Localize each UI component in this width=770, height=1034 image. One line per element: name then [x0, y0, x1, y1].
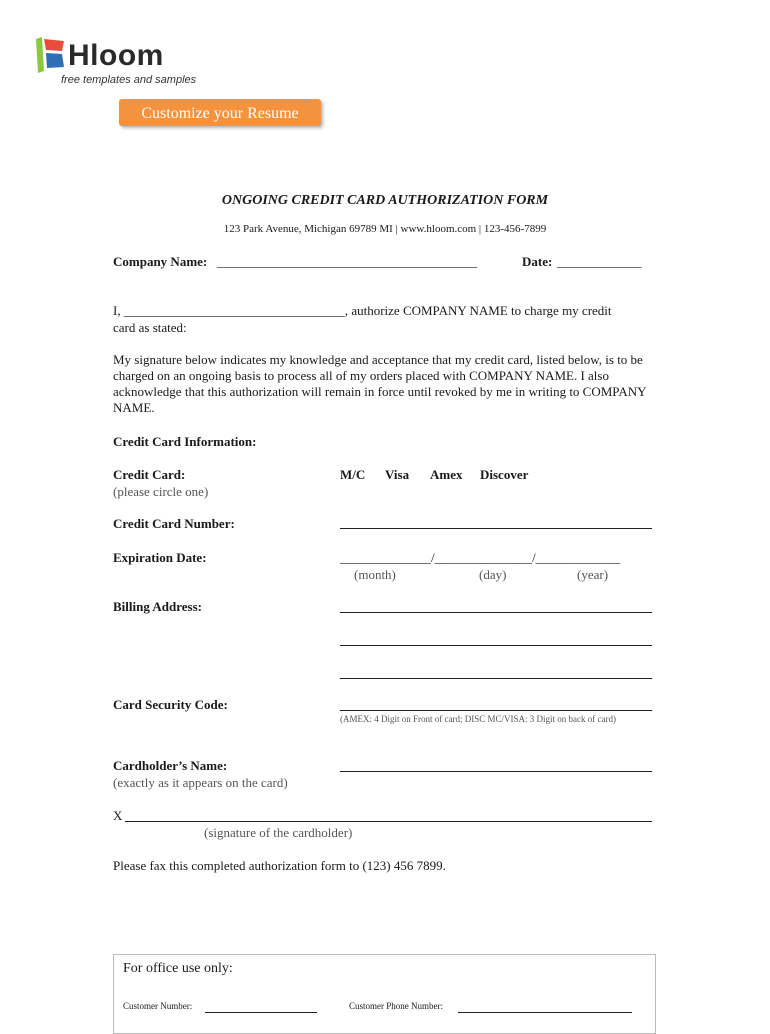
card-type-mc[interactable]: M/C — [340, 467, 366, 482]
credit-card-label: Credit Card: — [113, 467, 186, 482]
security-code-label: Card Security Code: — [113, 697, 228, 712]
cardholder-name-hint: (exactly as it appears on the card) — [113, 775, 288, 790]
cardholder-name-field[interactable] — [340, 771, 652, 772]
customer-number-label: Customer Number: — [123, 1001, 193, 1011]
office-use-box — [113, 954, 656, 1034]
date-label: Date: — [522, 254, 553, 269]
company-name-label: Company Name: — [113, 254, 208, 269]
security-code-field[interactable] — [340, 710, 652, 711]
card-type-discover[interactable]: Discover — [480, 467, 529, 482]
customer-number-field[interactable] — [205, 1012, 317, 1013]
company-name-field[interactable]: ________________________________________ — [217, 254, 477, 269]
billing-address-label: Billing Address: — [113, 599, 202, 614]
expiration-date-label: Expiration Date: — [113, 550, 207, 565]
authorize-statement: I, __________________________________, authorize COMPANY NAME to charge my credit — [113, 303, 612, 318]
billing-address-line-2[interactable] — [340, 645, 652, 646]
expiration-day-hint: (day) — [479, 567, 507, 582]
credit-card-hint: (please circle one) — [113, 484, 209, 499]
cardholder-name-label: Cardholder’s Name: — [113, 758, 228, 773]
hloom-tagline: free templates and samples — [61, 74, 197, 86]
billing-address-line-1[interactable] — [340, 612, 652, 613]
card-type-amex[interactable]: Amex — [430, 467, 463, 482]
form-title: ONGOING CREDIT CARD AUTHORIZATION FORM — [221, 193, 549, 208]
card-type-visa[interactable]: Visa — [385, 467, 410, 482]
customize-resume-button[interactable]: Customize your Resume — [119, 99, 321, 126]
company-address: 123 Park Avenue, Michigan 69789 MI | www.hloom.com | 123-456-7899 — [223, 223, 547, 235]
hloom-wordmark: Hloom — [68, 39, 164, 72]
expiration-year-hint: (year) — [577, 567, 609, 582]
card-number-label: Credit Card Number: — [113, 516, 235, 531]
date-field[interactable]: _____________ — [557, 254, 642, 269]
signature-field[interactable] — [125, 821, 652, 822]
authorize-statement-cont: card as stated: — [113, 320, 187, 335]
security-code-hint: (AMEX: 4 Digit on Front of card; DISC MC/VISA: 3 Digit on back of card) — [340, 714, 616, 724]
credit-card-info-heading: Credit Card Information: — [113, 434, 257, 449]
expiration-month-hint: (month) — [354, 567, 396, 582]
office-use-heading: For office use only: — [123, 961, 233, 976]
card-number-field[interactable] — [340, 528, 652, 529]
fax-instructions: Please fax this completed authorization form to (123) 456 7899. — [113, 858, 446, 873]
billing-address-line-3[interactable] — [340, 678, 652, 679]
signature-x-mark: X — [113, 808, 123, 823]
signature-hint: (signature of the cardholder) — [204, 825, 353, 840]
hloom-logo-mark-icon — [34, 37, 68, 73]
acknowledgement-paragraph: My signature below indicates my knowledge and acceptance that my credit card, listed below, is to be charged on an ongoing basis to process all of my orders placed with COMPANY NAME. I also acknowledge that this authorization will remain in force until revoked by me in writing to COMPANY NAME. — [113, 352, 647, 415]
expiration-date-field[interactable]: ______________/_______________/_____________ — [340, 550, 621, 565]
customer-phone-label: Customer Phone Number: — [349, 1001, 443, 1011]
customer-phone-field[interactable] — [458, 1012, 632, 1013]
